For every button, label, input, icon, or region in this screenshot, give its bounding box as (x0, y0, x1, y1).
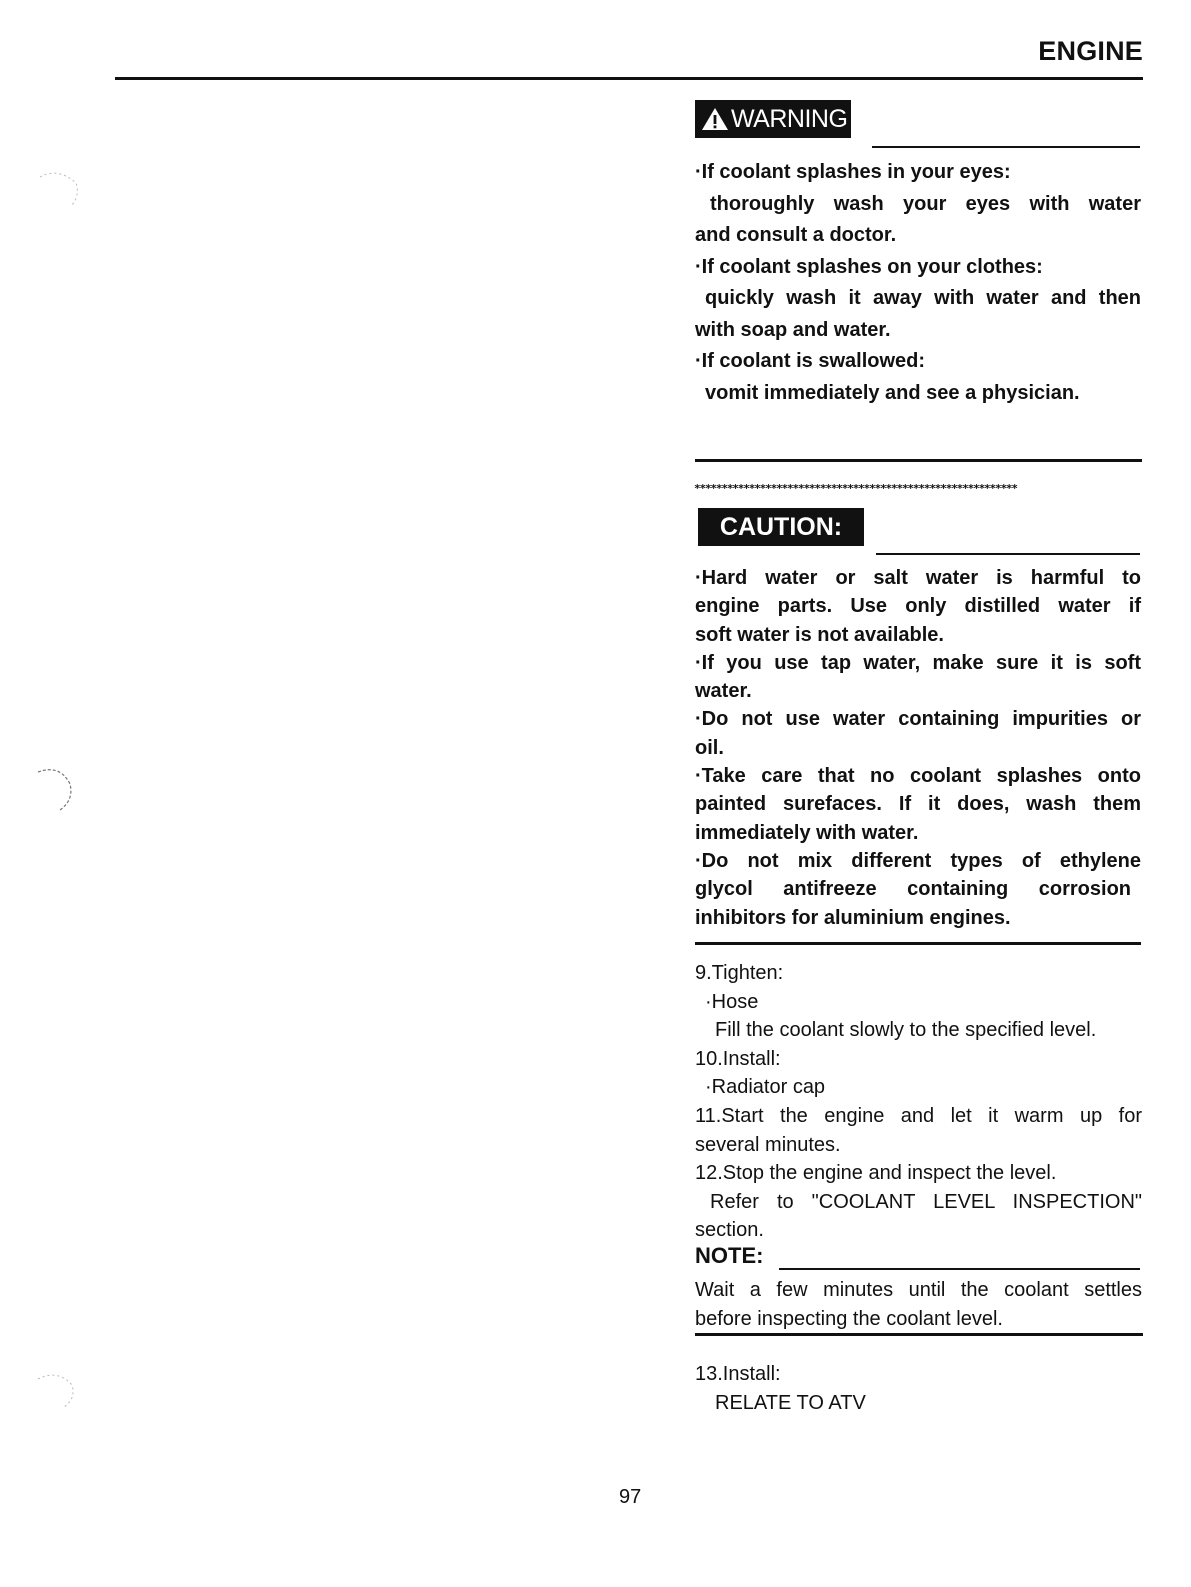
note-line: before inspecting the coolant level. (695, 1307, 1003, 1330)
step-11-cont: several minutes. (695, 1133, 841, 1156)
step-12: 12.Stop the engine and inspect the level. (695, 1162, 1057, 1185)
caution-text (695, 564, 1141, 932)
warning-triangle-icon (701, 107, 729, 131)
note-text (695, 1276, 1142, 1333)
note-label: NOTE: (695, 1243, 764, 1268)
step-12-ref-cont: section. (695, 1219, 764, 1242)
step-13: 13.Install: (695, 1363, 781, 1385)
caution-line: ·If you use tap water, make sure it is soft (695, 651, 1141, 674)
step-9-note: Fill the coolant slowly to the specified level. (715, 1019, 1097, 1042)
warning-item-tail: with soap and water. (695, 318, 891, 341)
warning-badge (695, 100, 851, 138)
procedure-steps-2 (695, 1360, 1142, 1417)
binder-hole-mark (28, 760, 88, 820)
binder-hole-mark (28, 1365, 88, 1415)
warning-end-rule (695, 459, 1142, 462)
warning-label: WARNING (731, 104, 848, 133)
step-12-ref: Refer to "COOLANT LEVEL INSPECTION" (710, 1190, 1142, 1213)
caution-badge: CAUTION: (698, 508, 864, 546)
step-9: 9.Tighten: (695, 962, 784, 984)
warning-item-tail: and consult a doctor. (695, 224, 897, 246)
caution-line: ·Hard water or salt water is harmful to (695, 567, 1141, 589)
caution-line: soft water is not available. (695, 623, 944, 646)
caution-line: ·Do not mix different types of ethylene (695, 849, 1141, 872)
note-rule (779, 1268, 1140, 1270)
step-10: 10.Install: (695, 1047, 781, 1070)
warning-item-head: ·If coolant is swallowed: (695, 350, 926, 372)
page-number: 97 (619, 1486, 642, 1508)
binder-hole-mark (28, 165, 88, 215)
procedure-steps (695, 959, 1142, 1245)
caution-end-rule (695, 942, 1141, 945)
caution-line: glycol antifreeze containing corrosion (695, 878, 1131, 901)
caution-line: immediately with water. (695, 821, 919, 844)
step-11: 11.Start the engine and let it warm up for (695, 1104, 1142, 1127)
step-10-item: ·Radiator cap (705, 1076, 826, 1099)
caution-line: inhibitors for aluminium engines. (695, 906, 1011, 929)
caution-line: engine parts. Use only distilled water if (695, 595, 1141, 618)
asterisk-separator: *********************************************************** (694, 482, 1017, 495)
step-9-item: ·Hose (705, 990, 759, 1013)
step-13-item: RELATE TO ATV (715, 1391, 866, 1414)
caution-line: oil. (695, 736, 724, 759)
warning-item-body: quickly wash it away with water and then (705, 287, 1141, 309)
warning-item-head: ·If coolant splashes in your eyes: (695, 161, 1011, 183)
warning-rule (872, 146, 1140, 148)
warning-text (695, 157, 1141, 409)
header-rule (115, 77, 1143, 80)
warning-item-head: ·If coolant splashes on your clothes: (695, 255, 1043, 278)
section-title: ENGINE (1038, 36, 1143, 66)
caution-rule (876, 553, 1140, 555)
caution-line: water. (695, 680, 752, 703)
note-end-rule (695, 1333, 1143, 1336)
caution-line: painted surefaces. If it does, wash them (695, 793, 1141, 816)
caution-line: ·Take care that no coolant splashes onto (695, 765, 1141, 788)
note-line: Wait a few minutes until the coolant settles (695, 1279, 1142, 1301)
caution-line: ·Do not use water containing impurities or (695, 708, 1141, 731)
warning-item-body: vomit immediately and see a physician. (705, 381, 1080, 404)
warning-item-body: thoroughly wash your eyes with water (710, 192, 1141, 215)
